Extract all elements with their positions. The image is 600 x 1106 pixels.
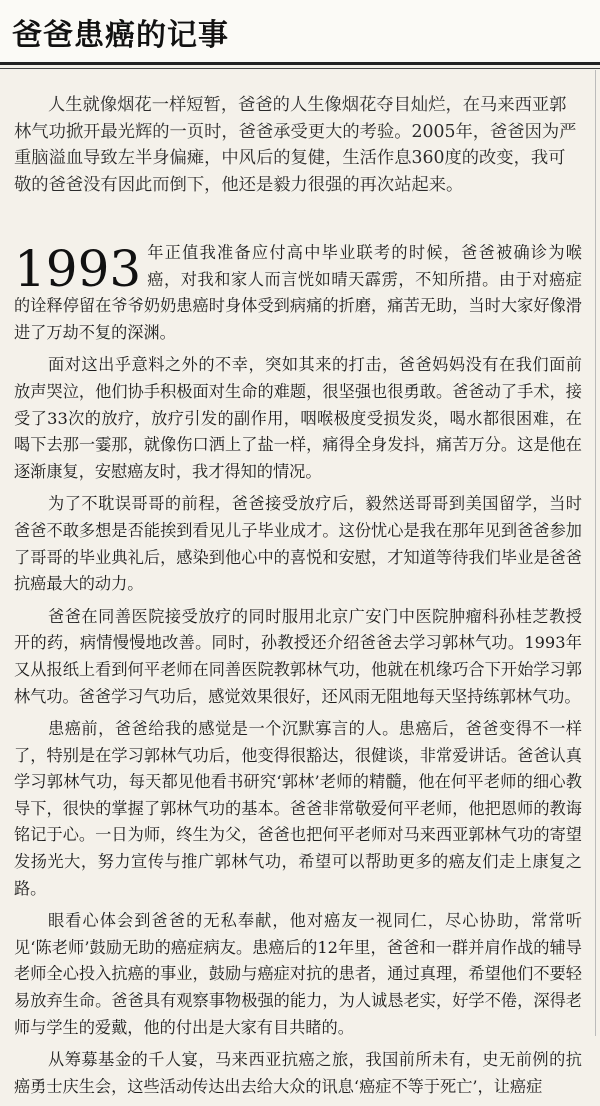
title-rule-thick <box>0 62 600 65</box>
paragraph-1 <box>14 240 582 346</box>
paragraph-2: 面对这出乎意料之外的不幸，突如其来的打击，爸爸妈妈没有在我们面前放声哭泣，他们协手积极面对生命的难题，很坚强也很勇敢。爸爸动了手术，接受了33次的放疗，放疗引发的副作用，咽喉极度受损发炎，喝水都很困难，在喝下去那一霎那，就像伤口洒上了盐一样，痛得全身发抖，痛苦万分。这是他在逐渐康复，安慰癌友时，我才得知的情况。 <box>14 355 582 481</box>
paragraph-3: 为了不耽误哥哥的前程，爸爸接受放疗后，毅然送哥哥到美国留学，当时爸爸不敢多想是否能挨到看见儿子毕业成才。这份忧心是我在那年见到爸爸参加了哥哥的毕业典礼后，感染到他心中的喜悦和安慰，才知道等待我们毕业是爸爸抗癌最大的动力。 <box>14 494 582 594</box>
paragraph-7: 从筹募基金的千人宴，马来西亚抗癌之旅，我国前所未有，史无前例的抗癌勇士庆生会，这些活动传达出去给大众的讯息‘癌症不等于死亡’，让癌症 <box>14 1050 582 1096</box>
page-edge <box>595 70 596 1036</box>
paragraph-4: 爸爸在同善医院接受放疗的同时服用北京广安门中医院肿瘤科孙桂芝教授开的药，病情慢慢地改善。同时，孙教授还介绍爸爸去学习郭林气功。1993年又从报纸上看到何平老师在同善医院教郭林气功，他就在机缘巧合下开始学习郭林气功。爸爸学习气功后，感觉效果很好，还风雨无阻地每天坚持练郭林气功。 <box>14 606 582 706</box>
article-body <box>14 240 582 1106</box>
paragraph-5: 患癌前，爸爸给我的感觉是一个沉默寡言的人。患癌后，爸爸变得不一样了，特别是在学习郭林气功后，他变得很豁达，很健谈，非常爱讲话。爸爸认真学习郭林气功，每天都见他看书研究‘郭林’老师的精髓，他在何平老师的细心教导下，很快的掌握了郭林气功的基本。爸爸非常敬爱何平老师，他把恩师的教诲铭记于心。一日为师，终生为父，爸爸也把何平老师对马来西亚郭林气功的寄望发扬光大，努力宣传与推广郭林气功，希望可以帮助更多的癌友们走上康复之路。 <box>14 719 582 898</box>
title-rule-thin <box>0 68 600 69</box>
dropcap-year: 1993 <box>14 240 142 298</box>
paragraph-6: 眼看心体会到爸爸的无私奉献，他对癌友一视同仁，尽心协助，常常听见‘陈老师’鼓励无助的癌症病友。患癌后的12年里，爸爸和一群并肩作战的辅导老师全心投入抗癌的事业，鼓励与癌症对抗的患者，通过真理，希望他们不要轻易放弃生命。爸爸具有观察事物极强的能力，为人诚恳老实，好学不倦，深得老师与学生的爱戴，他的付出是大家有目共睹的。 <box>14 911 582 1037</box>
paragraph-1-text: 年正值我准备应付高中毕业联考的时候，爸爸被确诊为喉癌，对我和家人而言恍如晴天霹雳，不知所措。由于对癌症的诠释停留在爷爷奶奶患癌时身体受到病痛的折磨，痛苦无助，当时大家好像滑进了万劫不复的深渊。 <box>14 243 582 342</box>
page-title: 爸爸患癌的记事 <box>12 18 229 53</box>
intro-paragraph: 人生就像烟花一样短暂，爸爸的人生像烟花夺目灿烂，在马来西亚郭林气功掀开最光辉的一页时，爸爸承受更大的考验。2005年，爸爸因为严重脑溢血导致左半身偏瘫，中风后的复健，生活作息360度的改变，我可敬的爸爸没有因此而倒下，他还是毅力很强的再次站起来。 <box>14 95 577 195</box>
